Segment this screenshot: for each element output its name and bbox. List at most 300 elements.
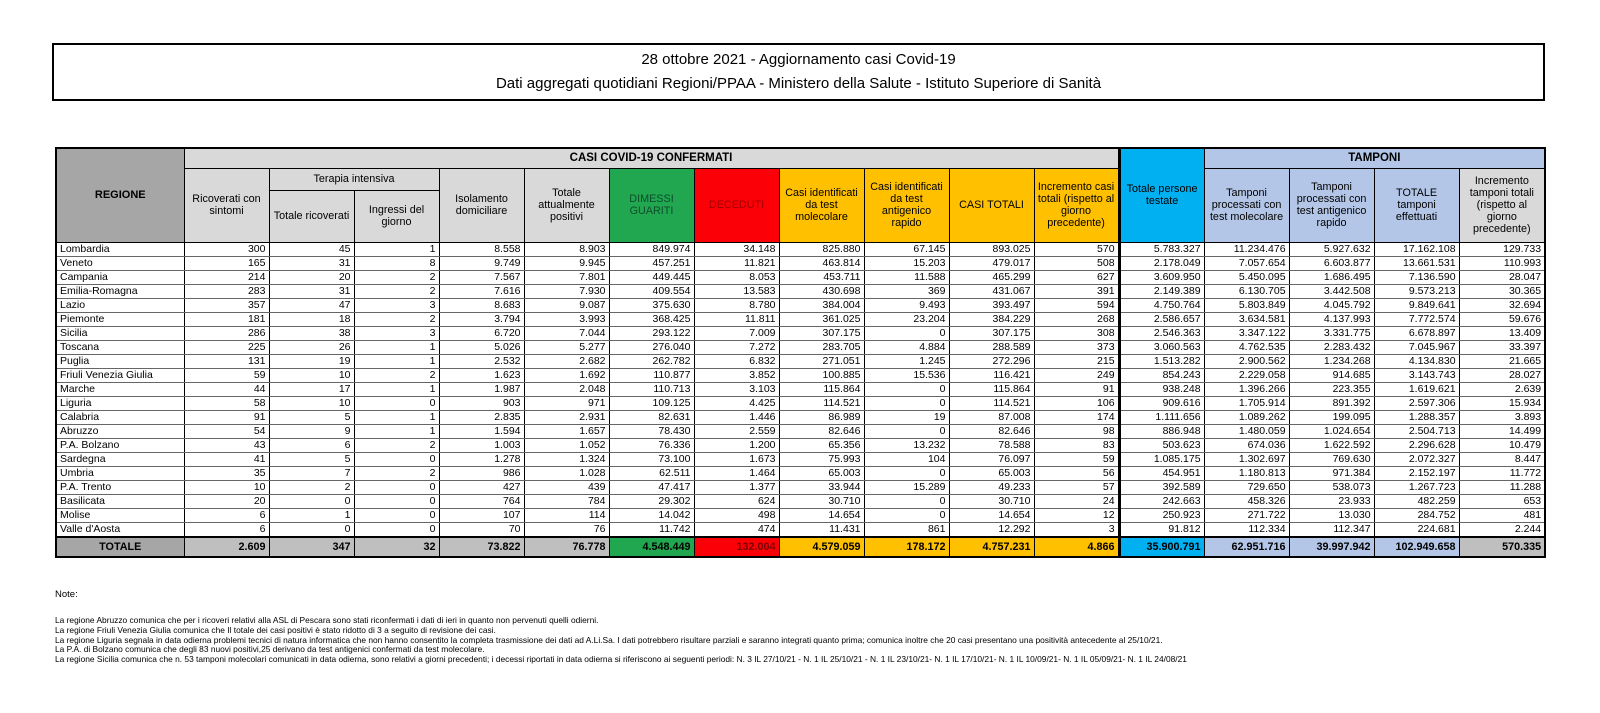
table-row bbox=[56, 354, 1545, 368]
value-cell: 627 bbox=[1034, 270, 1119, 284]
value-cell: 384.004 bbox=[779, 298, 864, 312]
value-cell: 28.047 bbox=[1459, 270, 1545, 284]
value-cell: 65.003 bbox=[949, 466, 1034, 480]
value-cell: 7.930 bbox=[524, 284, 609, 298]
value-cell: 457.251 bbox=[609, 256, 694, 270]
column-header-tamponi-antigenico: Tamponi processati con test antigenico rapido bbox=[1289, 168, 1374, 242]
total-label-cell: TOTALE bbox=[56, 537, 184, 557]
value-cell: 391 bbox=[1034, 284, 1119, 298]
value-cell: 1.377 bbox=[694, 480, 779, 494]
group-header-tamponi: TAMPONI bbox=[1204, 148, 1545, 168]
total-value-cell: 4.579.059 bbox=[779, 537, 864, 557]
value-cell: 86.989 bbox=[779, 410, 864, 424]
value-cell: 23.204 bbox=[864, 312, 949, 326]
value-cell: 65.356 bbox=[779, 438, 864, 452]
value-cell: 5 bbox=[269, 410, 354, 424]
note-item: La regione Abruzzo comunica che per i ricoveri relativi alla ASL di Pescara sono stati riconfermati i dati di ieri in quanto non pervenuti quelli odierni. bbox=[55, 615, 599, 625]
total-value-cell: 32 bbox=[354, 537, 439, 557]
value-cell: 8.903 bbox=[524, 242, 609, 256]
value-cell: 9.573.213 bbox=[1374, 284, 1459, 298]
value-cell: 11.431 bbox=[779, 522, 864, 537]
region-cell: Sardegna bbox=[56, 452, 184, 466]
value-cell: 2.229.058 bbox=[1204, 368, 1289, 382]
value-cell: 78.588 bbox=[949, 438, 1034, 452]
value-cell: 971.384 bbox=[1289, 466, 1374, 480]
total-value-cell: 4.757.231 bbox=[949, 537, 1034, 557]
value-cell: 5.026 bbox=[439, 340, 524, 354]
column-header-incremento-tamponi: Incremento tamponi totali (rispetto al giorno precedente) bbox=[1459, 168, 1545, 242]
region-cell: Basilicata bbox=[56, 494, 184, 508]
value-cell: 35 bbox=[184, 466, 269, 480]
value-cell: 3.634.581 bbox=[1204, 312, 1289, 326]
value-cell: 14.042 bbox=[609, 508, 694, 522]
value-cell: 986 bbox=[439, 466, 524, 480]
value-cell: 3.609.950 bbox=[1119, 270, 1204, 284]
column-header-persone-testate: Totale persone testate bbox=[1119, 148, 1204, 242]
value-cell: 34.148 bbox=[694, 242, 779, 256]
value-cell: 508 bbox=[1034, 256, 1119, 270]
value-cell: 2.178.049 bbox=[1119, 256, 1204, 270]
value-cell: 465.299 bbox=[949, 270, 1034, 284]
value-cell: 849.974 bbox=[609, 242, 694, 256]
table-row bbox=[56, 522, 1545, 537]
value-cell: 11.742 bbox=[609, 522, 694, 537]
value-cell: 21.665 bbox=[1459, 354, 1545, 368]
value-cell: 1.594 bbox=[439, 424, 524, 438]
note-item: La regione Liguria segnala in data odierna problemi tecnici di natura informatica che non hanno consentito la completa trasmissione dei dati ad A.Li.Sa. I dati potrebbero risultare parziali e saranno integrati quanto prima; comunica inoltre che 20 casi presentano una positività antecedente al 25/10/21. bbox=[55, 634, 1163, 645]
value-cell: 288.589 bbox=[949, 340, 1034, 354]
value-cell: 1.623 bbox=[439, 368, 524, 382]
value-cell: 1 bbox=[354, 410, 439, 424]
value-cell: 31 bbox=[269, 284, 354, 298]
value-cell: 2.149.389 bbox=[1119, 284, 1204, 298]
value-cell: 33.944 bbox=[779, 480, 864, 494]
value-cell: 5.803.849 bbox=[1204, 298, 1289, 312]
value-cell: 8.683 bbox=[439, 298, 524, 312]
value-cell: 5.783.327 bbox=[1119, 242, 1204, 256]
total-value-cell: 4.548.449 bbox=[609, 537, 694, 557]
value-cell: 91 bbox=[1034, 382, 1119, 396]
column-header-incremento-casi: Incremento casi totali (rispetto al giorno precedente) bbox=[1034, 168, 1119, 242]
value-cell: 26 bbox=[269, 340, 354, 354]
value-cell: 2.283.432 bbox=[1289, 340, 1374, 354]
value-cell: 8.447 bbox=[1459, 452, 1545, 466]
value-cell: 3.442.508 bbox=[1289, 284, 1374, 298]
value-cell: 98 bbox=[1034, 424, 1119, 438]
value-cell: 971 bbox=[524, 396, 609, 410]
value-cell: 76.097 bbox=[949, 452, 1034, 466]
value-cell: 7.801 bbox=[524, 270, 609, 284]
value-cell: 286 bbox=[184, 326, 269, 340]
value-cell: 10 bbox=[269, 396, 354, 410]
value-cell: 1.619.621 bbox=[1374, 382, 1459, 396]
value-cell: 110.713 bbox=[609, 382, 694, 396]
page-subtitle: Dati aggregati quotidiani Regioni/PPAA - Ministero della Salute - Istituto Superiore di Sanità bbox=[495, 74, 1102, 92]
value-cell: 6 bbox=[269, 438, 354, 452]
value-cell: 14.654 bbox=[949, 508, 1034, 522]
value-cell: 2.931 bbox=[524, 410, 609, 424]
value-cell: 430.698 bbox=[779, 284, 864, 298]
value-cell: 3.893 bbox=[1459, 410, 1545, 424]
value-cell: 83 bbox=[1034, 438, 1119, 452]
column-header-ingressi: Ingressi del giorno bbox=[354, 190, 439, 242]
value-cell: 2.504.713 bbox=[1374, 424, 1459, 438]
value-cell: 4.137.993 bbox=[1289, 312, 1374, 326]
value-cell: 0 bbox=[269, 494, 354, 508]
value-cell: 474 bbox=[694, 522, 779, 537]
value-cell: 114.521 bbox=[949, 396, 1034, 410]
total-row bbox=[56, 537, 1545, 557]
region-cell: Calabria bbox=[56, 410, 184, 424]
column-header-regione: REGIONE bbox=[56, 148, 184, 242]
value-cell: 11.288 bbox=[1459, 480, 1545, 494]
value-cell: 308 bbox=[1034, 326, 1119, 340]
value-cell: 11.234.476 bbox=[1204, 242, 1289, 256]
region-cell: Campania bbox=[56, 270, 184, 284]
value-cell: 2 bbox=[354, 284, 439, 298]
value-cell: 503.623 bbox=[1119, 438, 1204, 452]
value-cell: 9 bbox=[269, 424, 354, 438]
value-cell: 570 bbox=[1034, 242, 1119, 256]
value-cell: 109.125 bbox=[609, 396, 694, 410]
region-cell: P.A. Trento bbox=[56, 480, 184, 494]
value-cell: 3.794 bbox=[439, 312, 524, 326]
value-cell: 5.450.095 bbox=[1204, 270, 1289, 284]
table-row bbox=[56, 270, 1545, 284]
region-cell: Umbria bbox=[56, 466, 184, 480]
value-cell: 31 bbox=[269, 256, 354, 270]
value-cell: 0 bbox=[354, 494, 439, 508]
value-cell: 427 bbox=[439, 480, 524, 494]
value-cell: 861 bbox=[864, 522, 949, 537]
table-row bbox=[56, 382, 1545, 396]
value-cell: 10 bbox=[184, 480, 269, 494]
table-row bbox=[56, 242, 1545, 256]
value-cell: 2.835 bbox=[439, 410, 524, 424]
value-cell: 20 bbox=[184, 494, 269, 508]
region-cell: Molise bbox=[56, 508, 184, 522]
value-cell: 6.832 bbox=[694, 354, 779, 368]
value-cell: 82.646 bbox=[779, 424, 864, 438]
value-cell: 5 bbox=[269, 452, 354, 466]
value-cell: 59.676 bbox=[1459, 312, 1545, 326]
value-cell: 19 bbox=[269, 354, 354, 368]
value-cell: 30.365 bbox=[1459, 284, 1545, 298]
value-cell: 1.180.813 bbox=[1204, 466, 1289, 480]
value-cell: 110.877 bbox=[609, 368, 694, 382]
value-cell: 479.017 bbox=[949, 256, 1034, 270]
value-cell: 594 bbox=[1034, 298, 1119, 312]
value-cell: 57 bbox=[1034, 480, 1119, 494]
value-cell: 29.302 bbox=[609, 494, 694, 508]
value-cell: 307.175 bbox=[779, 326, 864, 340]
value-cell: 361.025 bbox=[779, 312, 864, 326]
value-cell: 242.663 bbox=[1119, 494, 1204, 508]
value-cell: 30.710 bbox=[779, 494, 864, 508]
value-cell: 8 bbox=[354, 256, 439, 270]
value-cell: 1.705.914 bbox=[1204, 396, 1289, 410]
value-cell: 67.145 bbox=[864, 242, 949, 256]
value-cell: 409.554 bbox=[609, 284, 694, 298]
value-cell: 375.630 bbox=[609, 298, 694, 312]
value-cell: 2 bbox=[354, 312, 439, 326]
region-cell: Abruzzo bbox=[56, 424, 184, 438]
value-cell: 481 bbox=[1459, 508, 1545, 522]
value-cell: 764 bbox=[439, 494, 524, 508]
total-value-cell: 62.951.716 bbox=[1204, 537, 1289, 557]
value-cell: 112.334 bbox=[1204, 522, 1289, 537]
value-cell: 1 bbox=[354, 424, 439, 438]
value-cell: 91 bbox=[184, 410, 269, 424]
value-cell: 3.993 bbox=[524, 312, 609, 326]
value-cell: 9.849.641 bbox=[1374, 298, 1459, 312]
value-cell: 199.095 bbox=[1289, 410, 1374, 424]
total-value-cell: 347 bbox=[269, 537, 354, 557]
value-cell: 17.162.108 bbox=[1374, 242, 1459, 256]
value-cell: 9.945 bbox=[524, 256, 609, 270]
value-cell: 458.326 bbox=[1204, 494, 1289, 508]
value-cell: 15.203 bbox=[864, 256, 949, 270]
value-cell: 3.852 bbox=[694, 368, 779, 382]
value-cell: 20 bbox=[269, 270, 354, 284]
table-row bbox=[56, 508, 1545, 522]
column-header-dimessi-guariti: DIMESSI GUARITI bbox=[609, 168, 694, 242]
value-cell: 14.499 bbox=[1459, 424, 1545, 438]
value-cell: 893.025 bbox=[949, 242, 1034, 256]
column-header-casi-antigenico: Casi identificati da test antigenico rapido bbox=[864, 168, 949, 242]
value-cell: 17 bbox=[269, 382, 354, 396]
value-cell: 1.692 bbox=[524, 368, 609, 382]
value-cell: 1.324 bbox=[524, 452, 609, 466]
column-header-deceduti: DECEDUTI bbox=[694, 168, 779, 242]
value-cell: 56 bbox=[1034, 466, 1119, 480]
value-cell: 0 bbox=[269, 522, 354, 537]
value-cell: 114 bbox=[524, 508, 609, 522]
value-cell: 769.630 bbox=[1289, 452, 1374, 466]
value-cell: 9.493 bbox=[864, 298, 949, 312]
value-cell: 453.711 bbox=[779, 270, 864, 284]
value-cell: 1 bbox=[354, 242, 439, 256]
value-cell: 8.558 bbox=[439, 242, 524, 256]
region-cell: Emilia-Romagna bbox=[56, 284, 184, 298]
column-header-totale-tamponi: TOTALE tamponi effettuati bbox=[1374, 168, 1459, 242]
value-cell: 1.003 bbox=[439, 438, 524, 452]
value-cell: 11.821 bbox=[694, 256, 779, 270]
value-cell: 0 bbox=[354, 480, 439, 494]
value-cell: 276.040 bbox=[609, 340, 694, 354]
table-row bbox=[56, 466, 1545, 480]
value-cell: 373 bbox=[1034, 340, 1119, 354]
value-cell: 482.259 bbox=[1374, 494, 1459, 508]
total-value-cell: 73.822 bbox=[439, 537, 524, 557]
region-cell: Marche bbox=[56, 382, 184, 396]
column-header-casi-totali: CASI TOTALI bbox=[949, 168, 1034, 242]
value-cell: 3.143.743 bbox=[1374, 368, 1459, 382]
value-cell: 3.060.563 bbox=[1119, 340, 1204, 354]
value-cell: 54 bbox=[184, 424, 269, 438]
value-cell: 262.782 bbox=[609, 354, 694, 368]
value-cell: 0 bbox=[864, 326, 949, 340]
value-cell: 215 bbox=[1034, 354, 1119, 368]
total-value-cell: 178.172 bbox=[864, 537, 949, 557]
value-cell: 7.045.967 bbox=[1374, 340, 1459, 354]
table-row bbox=[56, 284, 1545, 298]
value-cell: 2.900.562 bbox=[1204, 354, 1289, 368]
value-cell: 70 bbox=[439, 522, 524, 537]
value-cell: 11.772 bbox=[1459, 466, 1545, 480]
table-row bbox=[56, 438, 1545, 452]
column-header-isolamento: Isolamento domiciliare bbox=[439, 168, 524, 242]
total-value-cell: 4.866 bbox=[1034, 537, 1119, 557]
value-cell: 24 bbox=[1034, 494, 1119, 508]
value-cell: 15.536 bbox=[864, 368, 949, 382]
value-cell: 78.430 bbox=[609, 424, 694, 438]
value-cell: 1.052 bbox=[524, 438, 609, 452]
table-row bbox=[56, 452, 1545, 466]
value-cell: 82.631 bbox=[609, 410, 694, 424]
table-body bbox=[56, 242, 1545, 557]
value-cell: 1.302.697 bbox=[1204, 452, 1289, 466]
value-cell: 283 bbox=[184, 284, 269, 298]
table-row bbox=[56, 424, 1545, 438]
value-cell: 2 bbox=[269, 480, 354, 494]
notes-section bbox=[55, 589, 1555, 665]
value-cell: 30.710 bbox=[949, 494, 1034, 508]
value-cell: 6.603.877 bbox=[1289, 256, 1374, 270]
value-cell: 76 bbox=[524, 522, 609, 537]
value-cell: 2.152.197 bbox=[1374, 466, 1459, 480]
value-cell: 2 bbox=[354, 368, 439, 382]
region-cell: Valle d'Aosta bbox=[56, 522, 184, 537]
value-cell: 43 bbox=[184, 438, 269, 452]
value-cell: 14.654 bbox=[779, 508, 864, 522]
value-cell: 903 bbox=[439, 396, 524, 410]
value-cell: 624 bbox=[694, 494, 779, 508]
value-cell: 44 bbox=[184, 382, 269, 396]
value-cell: 1 bbox=[354, 354, 439, 368]
total-value-cell: 76.778 bbox=[524, 537, 609, 557]
value-cell: 909.616 bbox=[1119, 396, 1204, 410]
value-cell: 3.347.122 bbox=[1204, 326, 1289, 340]
value-cell: 886.948 bbox=[1119, 424, 1204, 438]
value-cell: 2.546.363 bbox=[1119, 326, 1204, 340]
value-cell: 49.233 bbox=[949, 480, 1034, 494]
value-cell: 13.583 bbox=[694, 284, 779, 298]
value-cell: 112.347 bbox=[1289, 522, 1374, 537]
page-title: 28 ottobre 2021 - Aggiornamento casi Covid-19 bbox=[641, 51, 956, 69]
value-cell: 2 bbox=[354, 438, 439, 452]
value-cell: 8.780 bbox=[694, 298, 779, 312]
value-cell: 0 bbox=[864, 382, 949, 396]
value-cell: 7.567 bbox=[439, 270, 524, 284]
value-cell: 729.650 bbox=[1204, 480, 1289, 494]
value-cell: 4.134.830 bbox=[1374, 354, 1459, 368]
value-cell: 7.009 bbox=[694, 326, 779, 340]
value-cell: 1.622.592 bbox=[1289, 438, 1374, 452]
value-cell: 100.885 bbox=[779, 368, 864, 382]
value-cell: 104 bbox=[864, 452, 949, 466]
value-cell: 33.397 bbox=[1459, 340, 1545, 354]
value-cell: 225 bbox=[184, 340, 269, 354]
value-cell: 6.678.897 bbox=[1374, 326, 1459, 340]
value-cell: 307.175 bbox=[949, 326, 1034, 340]
table-row bbox=[56, 494, 1545, 508]
value-cell: 0 bbox=[354, 522, 439, 537]
value-cell: 1 bbox=[269, 508, 354, 522]
value-cell: 214 bbox=[184, 270, 269, 284]
region-cell: Lombardia bbox=[56, 242, 184, 256]
total-value-cell: 570.335 bbox=[1459, 537, 1545, 557]
title-box bbox=[52, 43, 1545, 101]
value-cell: 2.244 bbox=[1459, 522, 1545, 537]
value-cell: 0 bbox=[354, 452, 439, 466]
value-cell: 1.480.059 bbox=[1204, 424, 1289, 438]
value-cell: 38 bbox=[269, 326, 354, 340]
value-cell: 58 bbox=[184, 396, 269, 410]
value-cell: 1.245 bbox=[864, 354, 949, 368]
value-cell: 181 bbox=[184, 312, 269, 326]
value-cell: 1.085.175 bbox=[1119, 452, 1204, 466]
table-row bbox=[56, 396, 1545, 410]
value-cell: 13.030 bbox=[1289, 508, 1374, 522]
value-cell: 454.951 bbox=[1119, 466, 1204, 480]
value-cell: 1.673 bbox=[694, 452, 779, 466]
value-cell: 7.616 bbox=[439, 284, 524, 298]
value-cell: 9.749 bbox=[439, 256, 524, 270]
region-cell: Veneto bbox=[56, 256, 184, 270]
value-cell: 5.277 bbox=[524, 340, 609, 354]
value-cell: 368.425 bbox=[609, 312, 694, 326]
value-cell: 47 bbox=[269, 298, 354, 312]
value-cell: 15.934 bbox=[1459, 396, 1545, 410]
value-cell: 6.720 bbox=[439, 326, 524, 340]
value-cell: 47.417 bbox=[609, 480, 694, 494]
value-cell: 293.122 bbox=[609, 326, 694, 340]
value-cell: 41 bbox=[184, 452, 269, 466]
value-cell: 2.532 bbox=[439, 354, 524, 368]
value-cell: 12 bbox=[1034, 508, 1119, 522]
value-cell: 13.232 bbox=[864, 438, 949, 452]
value-cell: 1.446 bbox=[694, 410, 779, 424]
value-cell: 2 bbox=[354, 466, 439, 480]
value-cell: 4.750.764 bbox=[1119, 298, 1204, 312]
value-cell: 82.646 bbox=[949, 424, 1034, 438]
value-cell: 75.993 bbox=[779, 452, 864, 466]
total-value-cell: 39.997.942 bbox=[1289, 537, 1374, 557]
value-cell: 3 bbox=[354, 326, 439, 340]
value-cell: 498 bbox=[694, 508, 779, 522]
group-header-casi-confermati: CASI COVID-19 CONFERMATI bbox=[184, 148, 1119, 168]
value-cell: 938.248 bbox=[1119, 382, 1204, 396]
value-cell: 2.597.306 bbox=[1374, 396, 1459, 410]
value-cell: 0 bbox=[864, 508, 949, 522]
value-cell: 369 bbox=[864, 284, 949, 298]
value-cell: 13.409 bbox=[1459, 326, 1545, 340]
value-cell: 1 bbox=[354, 382, 439, 396]
value-cell: 2.586.657 bbox=[1119, 312, 1204, 326]
note-item: La regione Friuli Venezia Giulia comunica che Il totale dei casi positivi è stato ridotto di 3 a seguito di revisione dei casi. bbox=[55, 624, 496, 635]
value-cell: 165 bbox=[184, 256, 269, 270]
value-cell: 7.772.574 bbox=[1374, 312, 1459, 326]
table-row bbox=[56, 368, 1545, 382]
value-cell: 1.234.268 bbox=[1289, 354, 1374, 368]
value-cell: 653 bbox=[1459, 494, 1545, 508]
region-cell: Friuli Venezia Giulia bbox=[56, 368, 184, 382]
table-row bbox=[56, 340, 1545, 354]
value-cell: 3 bbox=[354, 298, 439, 312]
value-cell: 1.278 bbox=[439, 452, 524, 466]
value-cell: 174 bbox=[1034, 410, 1119, 424]
